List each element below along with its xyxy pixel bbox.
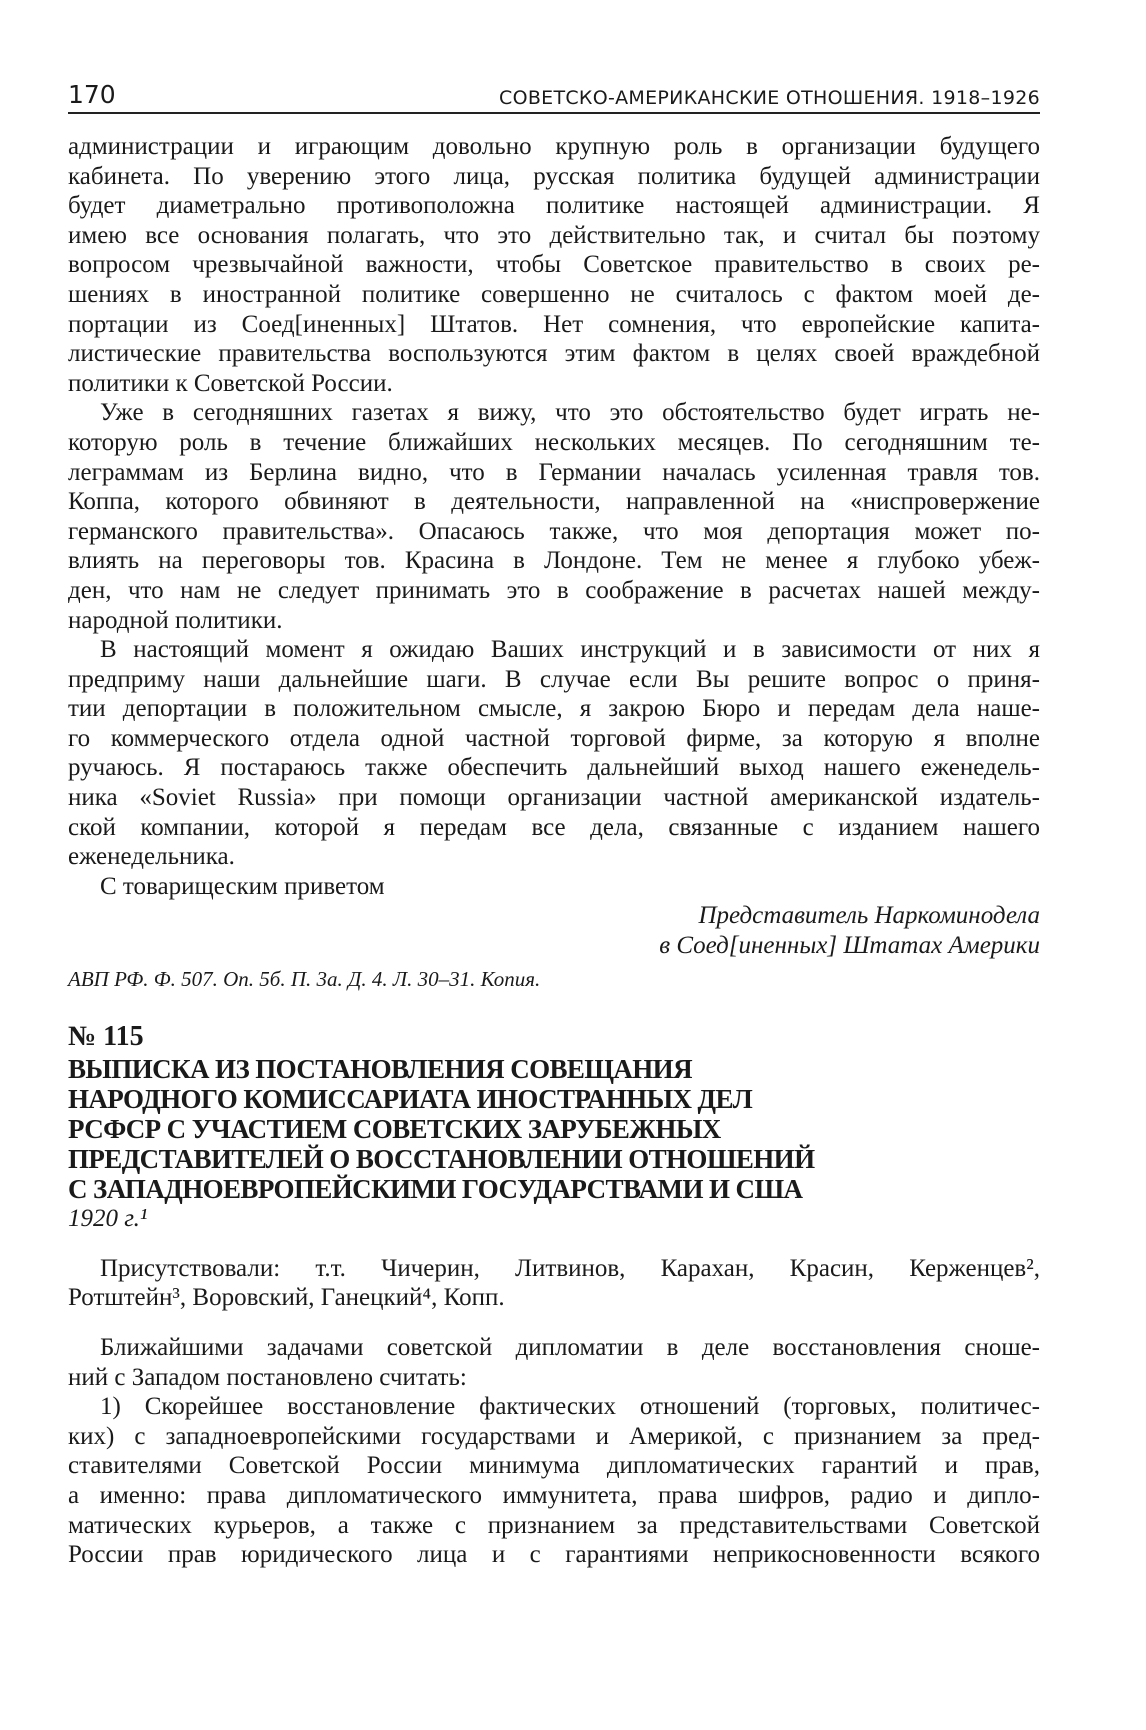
paragraph <box>68 635 1040 872</box>
text-line: НАРОДНОГО КОМИССАРИАТА ИНОСТРАННЫХ ДЕЛ <box>68 1084 753 1115</box>
document-page <box>68 80 1040 1570</box>
text-line: ний с Западом постановлено считать: <box>68 1363 467 1391</box>
text-line: РСФСР С УЧАСТИЕМ СОВЕТСКИХ ЗАРУБЕЖНЫХ <box>68 1114 721 1145</box>
running-title: СОВЕТСКО-АМЕРИКАНСКИЕ ОТНОШЕНИЯ. 1918–1926 <box>499 87 1040 109</box>
text-line: будет диаметрально противоположна политике настоящей администрации. Я <box>68 192 1040 220</box>
text-line: леграммам из Берлина видно, что в Германии началась усиленная травля тов. <box>68 458 1040 486</box>
text-line: ПРЕДСТАВИТЕЛЕЙ О ВОССТАНОВЛЕНИИ ОТНОШЕНИЙ <box>68 1144 815 1175</box>
text-line: матических курьеров, а также с признанием за представительствами Советской <box>68 1511 1040 1539</box>
paragraph <box>68 872 1040 902</box>
paragraph <box>68 398 1040 635</box>
text-line: в Соед[иненных] Штатах Америки <box>659 932 1040 960</box>
document-date <box>68 1204 1040 1234</box>
text-line: вопросом чрезвычайной важности, чтобы Советское правительство в своих ре- <box>68 251 1040 279</box>
paragraph <box>68 1392 1040 1570</box>
page-number: 170 <box>68 80 116 109</box>
text-line: России прав юридического лица и с гарантиями неприкосновенности всякого <box>68 1541 1040 1569</box>
paragraph <box>68 132 1040 398</box>
text-line: 1920 г.¹ <box>68 1205 148 1233</box>
text-line: С товарищеским приветом <box>100 872 385 900</box>
text-line: ких) с западноевропейскими государствами и Америкой, с признанием за пред- <box>68 1422 1040 1450</box>
text-line: Коппа, которого обвиняют в деятельности, направленной на «ниспровержение <box>68 488 1040 516</box>
text-line: имею все основания полагать, что это действительно так, и считал бы поэтому <box>68 221 1040 249</box>
text-line: шениях в иностранной политике совершенно не считалось с фактом моей де- <box>68 280 1040 308</box>
text-line: Представитель Наркоминодела <box>698 902 1040 930</box>
text-line: влиять на переговоры тов. Красина в Лондоне. Тем не менее я глубоко убеж- <box>68 547 1040 575</box>
text-line: народной политики. <box>68 606 283 634</box>
spacer <box>68 1313 1040 1333</box>
text-line: администрации и играющим довольно крупную роль в организации будущего <box>68 133 1040 160</box>
spacer <box>68 1234 1040 1254</box>
text-line: АВП РФ. Ф. 507. Оп. 5б. П. 3а. Д. 4. Л. 30–31. Копия. <box>68 966 541 991</box>
text-line: го коммерческого отдела одной частной торговой фирме, за которую я вполне <box>68 724 1040 752</box>
text-line: портации из Соед[иненных] Штатов. Нет сомнения, что европейские капита- <box>68 310 1040 338</box>
signature <box>68 901 1040 960</box>
text-line: а именно: права дипломатического иммунитета, права шифров, радио и дипло- <box>68 1481 1040 1509</box>
text-line: ден, что нам не следует принимать это в соображение в расчетах нашей между- <box>68 576 1040 604</box>
text-line: Ближайшими задачами советской дипломатии в деле восстановления сноше- <box>100 1334 1040 1361</box>
text-line: которую роль в течение ближайших нескольких месяцев. По сегодняшним те- <box>68 428 1040 456</box>
text-line: В настоящий момент я ожидаю Ваших инструкций и в зависимости от них я <box>100 636 1040 664</box>
text-line: германского правительства». Опасаюсь также, что моя депортация может по- <box>68 517 1040 545</box>
document-body <box>68 132 1040 1570</box>
text-line: С ЗАПАДНОЕВРОПЕЙСКИМИ ГОСУДАРСТВАМИ И США <box>68 1174 803 1205</box>
paragraph <box>68 1333 1040 1392</box>
text-line: ставителями Советской России минимума дипломатических гарантий и прав, <box>68 1452 1040 1480</box>
text-line: кабинета. По уверению этого лица, русская политика будущей администрации <box>68 162 1040 190</box>
text-line: 1) Скорейшее восстановление фактических отношений (торговых, политичес- <box>100 1393 1040 1421</box>
page-header <box>68 80 1040 114</box>
archive-reference <box>68 965 1040 995</box>
text-line: ручаюсь. Я постараюсь также обеспечить дальнейший выход нашего еженедель- <box>68 754 1040 782</box>
document-heading <box>68 1054 1040 1204</box>
text-line: предприму наши дальнейшие шаги. В случае если Вы решите вопрос о приня- <box>68 665 1040 693</box>
text-line: тии депортации в положительном смысле, я закрою Бюро и передам дела наше- <box>68 695 1040 723</box>
text-line: политики к Советской России. <box>68 369 393 397</box>
text-line: Ротштейн³, Воровский, Ганецкий⁴, Копп. <box>68 1284 505 1312</box>
text-line: листические правительства воспользуются этим фактом в целях своей враждебной <box>68 340 1040 368</box>
text-line: Присутствовали: т.т. Чичерин, Литвинов, Карахан, Красин, Керженцев², <box>100 1254 1040 1282</box>
text-line: Уже в сегодняшних газетах я вижу, что это обстоятельство будет играть не- <box>100 399 1040 427</box>
text-line: ской компании, которой я передам все дела, связанные с изданием нашего <box>68 813 1040 841</box>
paragraph <box>68 1254 1040 1313</box>
text-line: ВЫПИСКА ИЗ ПОСТАНОВЛЕНИЯ СОВЕЩАНИЯ <box>68 1054 692 1085</box>
text-line: ника «Soviet Russia» при помощи организации частной американской издатель- <box>68 784 1040 812</box>
document-number: № 115 <box>68 1021 144 1053</box>
text-line: еженедельника. <box>68 843 235 871</box>
